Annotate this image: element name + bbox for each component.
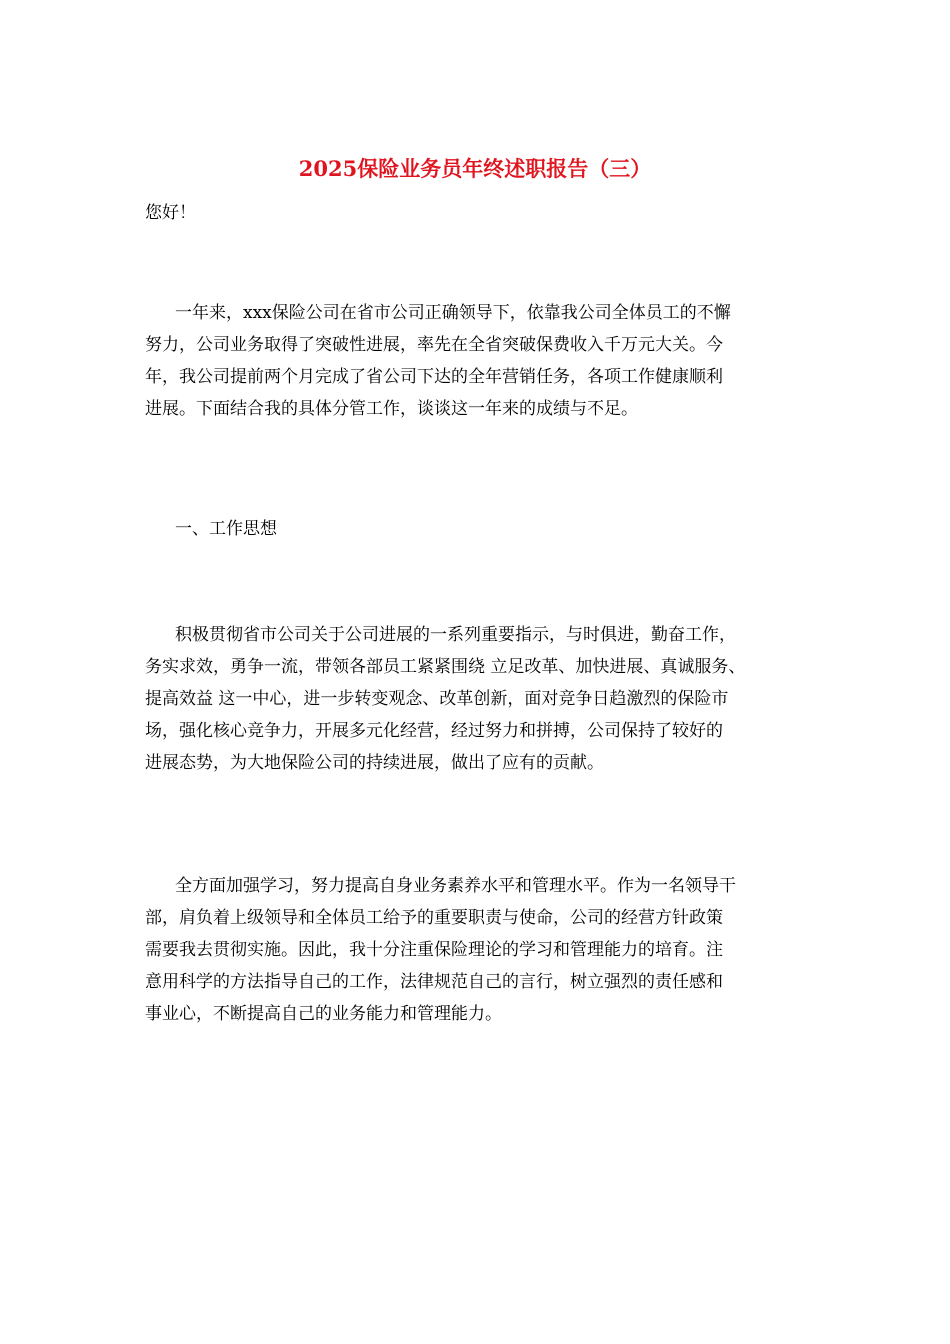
paragraph-line: 积极贯彻省市公司关于公司进展的一系列重要指示，与时俱进，勤奋工作， xyxy=(175,625,736,645)
paragraph-line: 全方面加强学习，努力提高自身业务素养水平和管理水平。作为一名领导干 xyxy=(175,876,736,896)
paragraph-line: 年，我公司提前两个月完成了省公司下达的全年营销任务，各项工作健康顺利 xyxy=(145,367,723,387)
document-title: 2025保险业务员年终述职报告（三） xyxy=(298,156,652,181)
paragraph-line: 提高效益 这一中心，进一步转变观念、改革创新，面对竞争日趋激烈的保险市 xyxy=(145,689,729,709)
paragraph-line: 部，肩负着上级领导和全体员工给予的重要职责与使命，公司的经营方针政策 xyxy=(145,908,723,928)
paragraph-line: 场，强化核心竞争力，开展多元化经营，经过努力和拼搏，公司保持了较好的 xyxy=(145,721,723,741)
paragraph-line: 意用科学的方法指导自己的工作，法律规范自己的言行，树立强烈的责任感和 xyxy=(145,972,723,992)
paragraph-line: 务实求效，勇争一流，带领各部员工紧紧围绕 立足改革、加快进展、真诚服务、 xyxy=(145,657,746,677)
paragraph-line: 进展态势，为大地保险公司的持续进展，做出了应有的贡献。 xyxy=(145,753,604,773)
paragraph-line: 努力，公司业务取得了突破性进展，率先在全省突破保费收入千万元大关。今 xyxy=(145,335,723,355)
paragraph-learning xyxy=(145,870,805,1030)
paragraph-work-thought xyxy=(145,619,805,779)
section-heading-work-thought: 一、工作思想 xyxy=(175,519,277,539)
paragraph-line: 一年来，xxx保险公司在省市公司正确领导下，依靠我公司全体员工的不懈 xyxy=(175,303,731,323)
paragraph-intro xyxy=(145,297,805,425)
paragraph-line: 进展。下面结合我的具体分管工作，谈谈这一年来的成绩与不足。 xyxy=(145,399,638,419)
paragraph-line: 事业心，不断提高自己的业务能力和管理能力。 xyxy=(145,1004,502,1024)
paragraph-line: 需要我去贯彻实施。因此，我十分注重保险理论的学习和管理能力的培育。注 xyxy=(145,940,723,960)
salutation: 您好！ xyxy=(145,203,196,223)
